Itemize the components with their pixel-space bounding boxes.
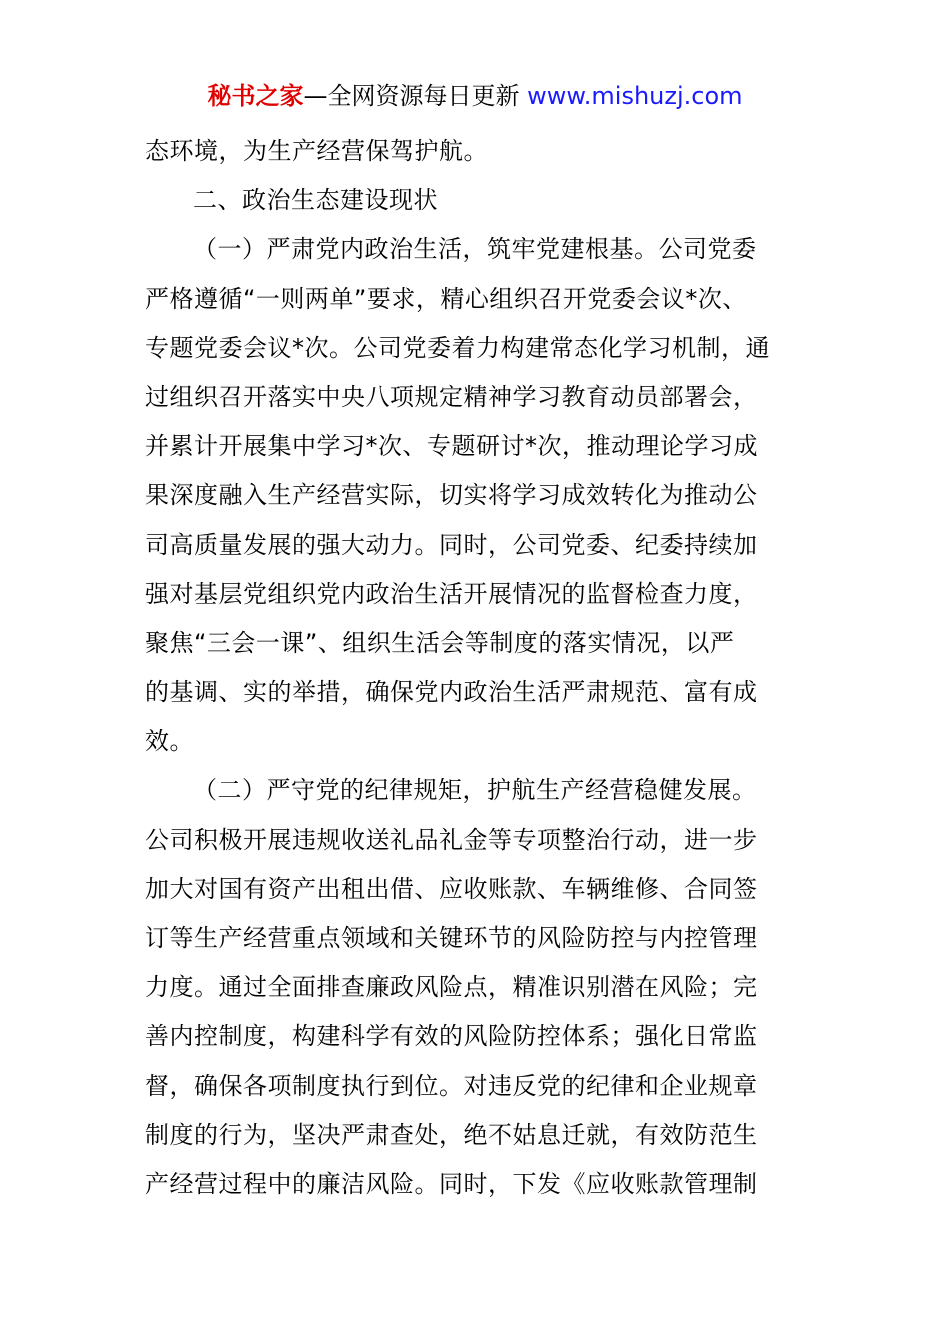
text-line: 订等生产经营重点领域和关键环节的风险防控与内控管理 [145, 924, 758, 952]
text-line: 产经营过程中的廉洁风险。同时，下发《应收账款管理制 [145, 1169, 758, 1198]
site-header [0, 80, 950, 112]
brand-name: 秘书之家 [207, 82, 304, 110]
document-body [145, 127, 810, 1209]
text-line: 制度的行为，坚决严肃查处，绝不姑息迁就，有效防范生 [145, 1120, 758, 1149]
subsection-heading: （一）严肃党内政治生活，筑牢党建根基。公司党委 [193, 235, 757, 264]
text-line: 力度。通过全面排查廉政风险点，精准识别潜在风险；完 [145, 973, 758, 1002]
text-line: 严格遵循“一则两单”要求，精心组织召开党委会议*次、 [145, 284, 747, 313]
section-heading: 二、政治生态建设现状 [193, 186, 438, 215]
text-line: 加大对国有资产出租出借、应收账款、车辆维修、合同签 [145, 874, 758, 903]
text-line: 司高质量发展的强大动力。同时，公司党委、纪委持续加 [145, 530, 758, 559]
header-tagline: —全网资源每日更新 [303, 82, 520, 110]
text-line: 聚焦“三会一课”、组织生活会等制度的落实情况，以严 [145, 628, 735, 657]
text-line: 过组织召开落实中央八项规定精神学习教育动员部署会， [145, 382, 758, 411]
text-line: 专题党委会议*次。公司党委着力构建常态化学习机制，通 [145, 333, 770, 362]
text-line: 的基调、实的举措，确保党内政治生活严肃规范、富有成 [145, 678, 758, 707]
subsection-heading: （二）严守党的纪律规矩，护航生产经营稳健发展。 [193, 776, 757, 805]
text-line: 态环境，为生产经营保驾护航。 [145, 137, 488, 165]
text-line: 公司积极开展违规收送礼品礼金等专项整治行动，进一步 [145, 825, 758, 854]
text-line: 善内控制度，构建科学有效的风险防控体系；强化日常监 [145, 1022, 758, 1051]
text-line: 强对基层党组织党内政治生活开展情况的监督检查力度， [145, 579, 758, 608]
text-line: 效。 [145, 727, 194, 756]
text-line: 果深度融入生产经营实际，切实将学习成效转化为推动公 [145, 481, 758, 510]
site-url[interactable]: www.mishuzj.com [527, 82, 743, 110]
text-line: 并累计开展集中学习*次、专题研讨*次，推动理论学习成 [145, 432, 758, 461]
text-line: 督，确保各项制度执行到位。对违反党的纪律和企业规章 [145, 1071, 758, 1100]
